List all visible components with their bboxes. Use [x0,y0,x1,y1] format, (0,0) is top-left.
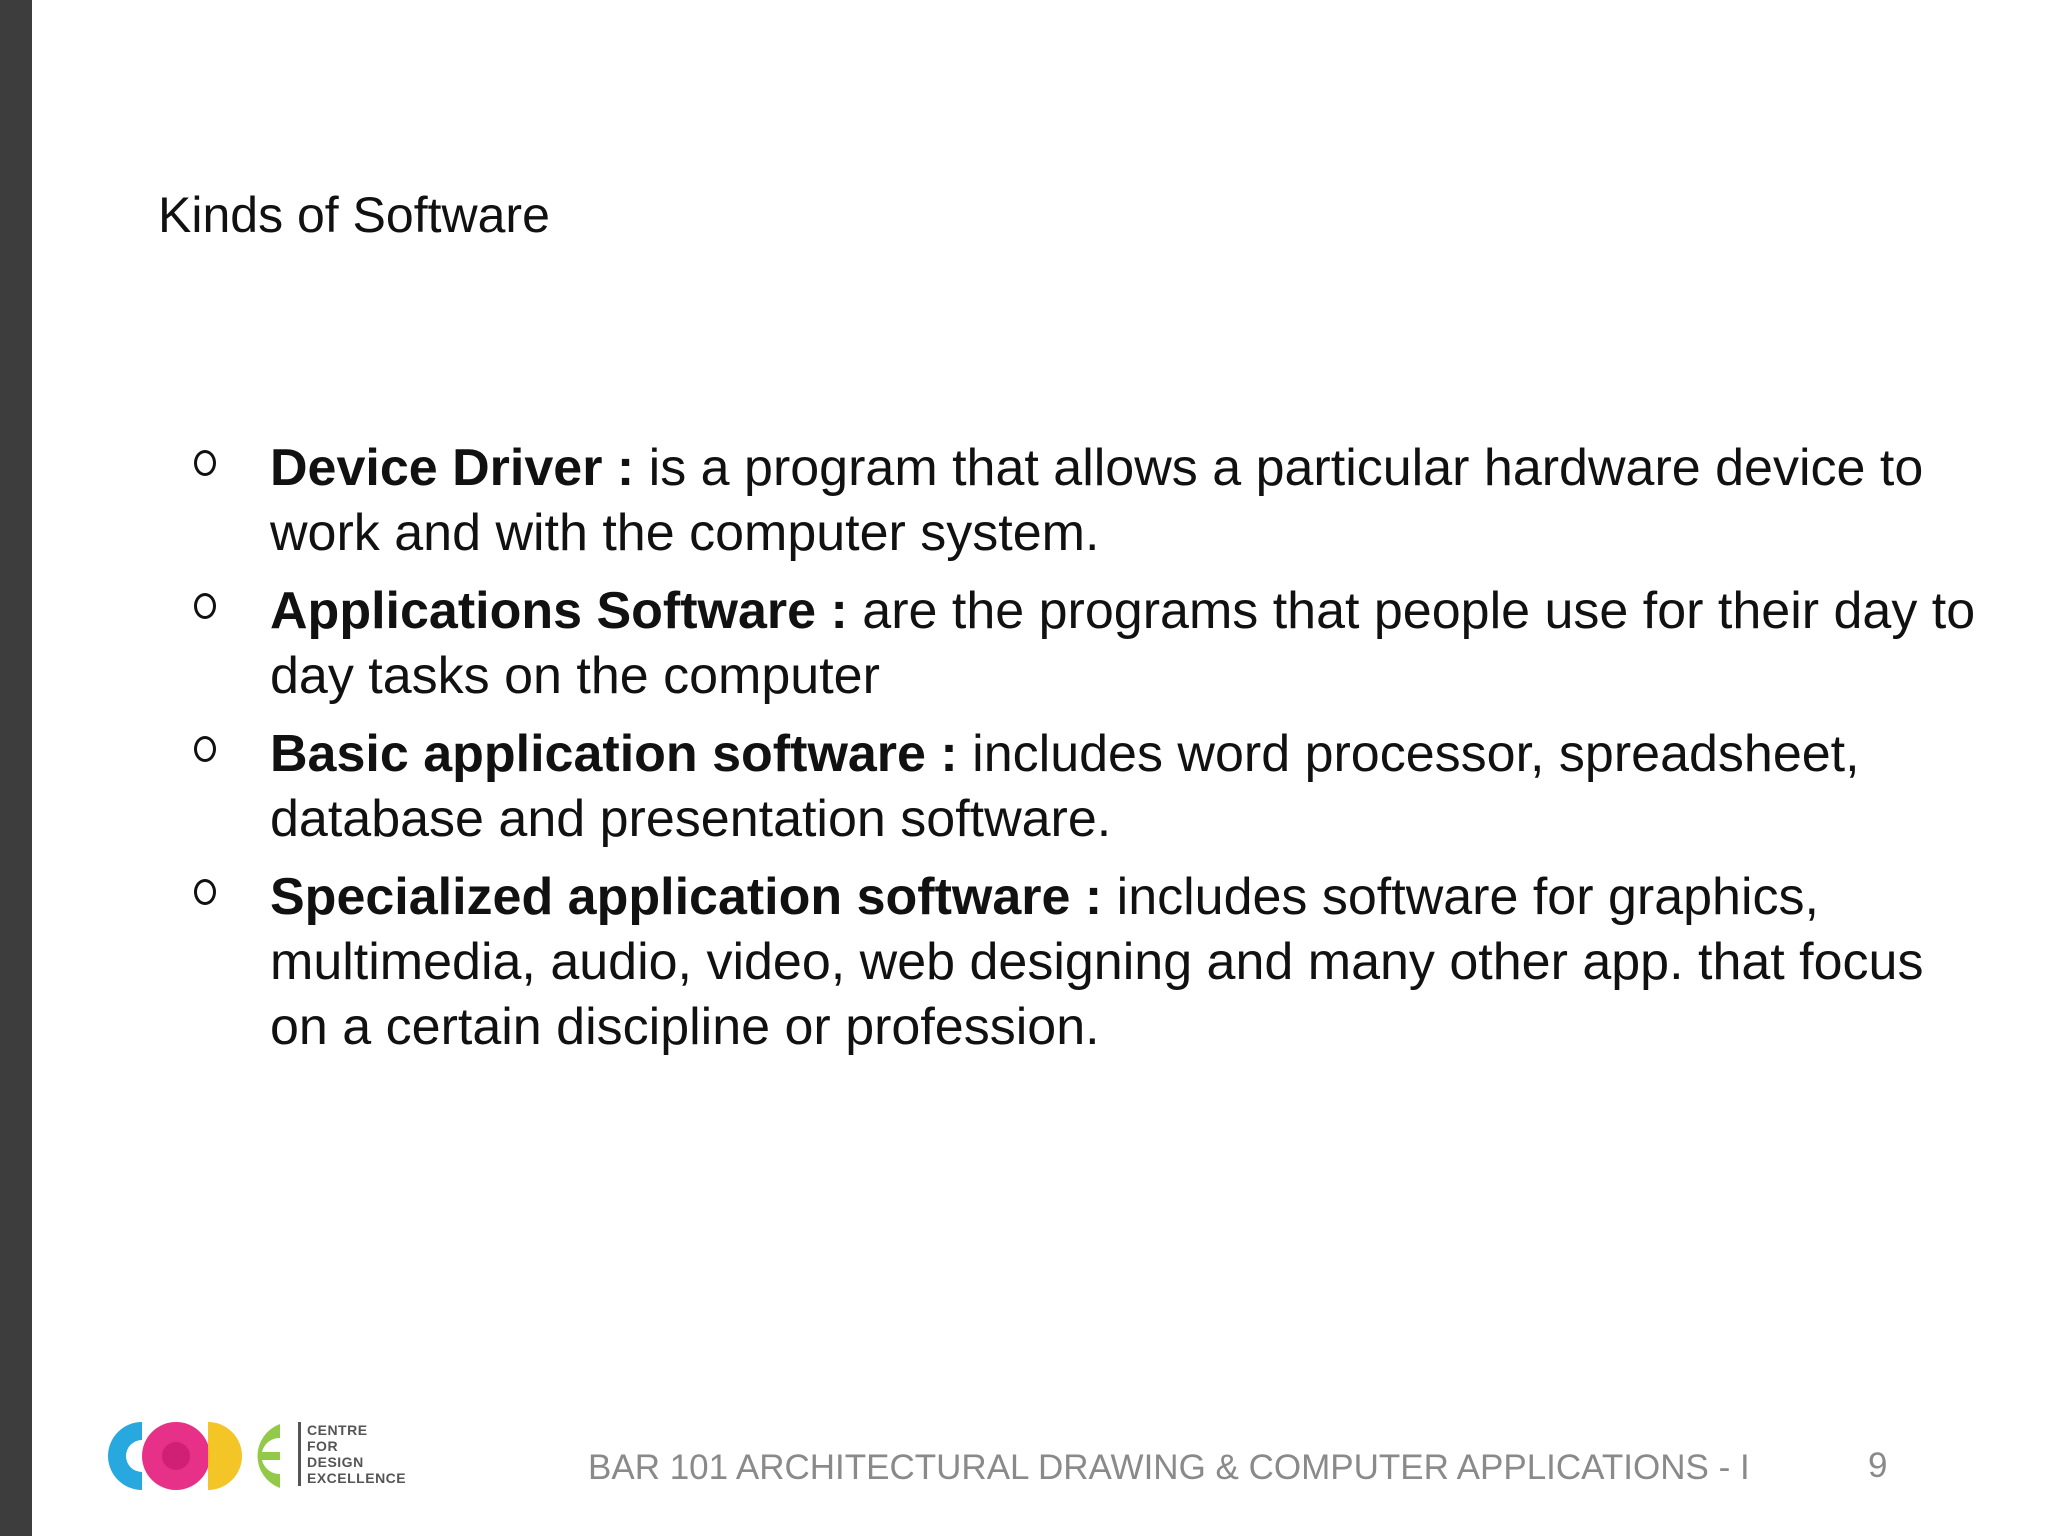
hollow-circle-bullet-icon [194,593,216,619]
hollow-circle-bullet-icon [194,879,216,905]
page-number: 9 [1868,1446,1888,1485]
bullet-item-basic-application-software [188,722,1978,852]
bullet-text: is a program that allows a particular hardware device to work and with the computer system. [270,439,1924,562]
cde-logo [104,1418,407,1494]
footer-course-title: BAR 101 ARCHITECTURAL DRAWING & COMPUTER APPLICATIONS - I [588,1448,1750,1487]
logo-line: FOR [307,1438,339,1454]
hollow-circle-bullet-icon [194,736,216,762]
slide-title: Kinds of Software [158,187,550,243]
left-sidebar-bar [0,0,32,1536]
hollow-circle-bullet-icon [194,450,216,476]
bullet-text: includes software for graphics, multimedia, audio, video, web designing and many other app. that focus on a certain discipline or profession. [270,868,1924,1056]
bullet-item-device-driver [188,436,1978,566]
logo-line: EXCELLENCE [307,1470,407,1486]
bullet-text: are the programs that people use for their day to day tasks on the computer [270,582,1976,705]
bullet-text: includes word processor, spreadsheet, database and presentation software. [270,725,1860,848]
cde-logo-mark-icon [104,1418,294,1494]
bullet-item-applications-software [188,579,1978,709]
bullet-term: Device Driver : [270,439,635,497]
bullet-term: Specialized application software : [270,868,1103,926]
logo-line: CENTRE [307,1422,368,1438]
bullet-list [188,436,1978,1073]
logo-line: DESIGN [307,1454,364,1470]
bullet-term: Applications Software : [270,582,848,640]
logo-wordmark [298,1422,406,1486]
bullet-term: Basic application software : [270,725,958,783]
bullet-item-specialized-application-software [188,865,1978,1060]
